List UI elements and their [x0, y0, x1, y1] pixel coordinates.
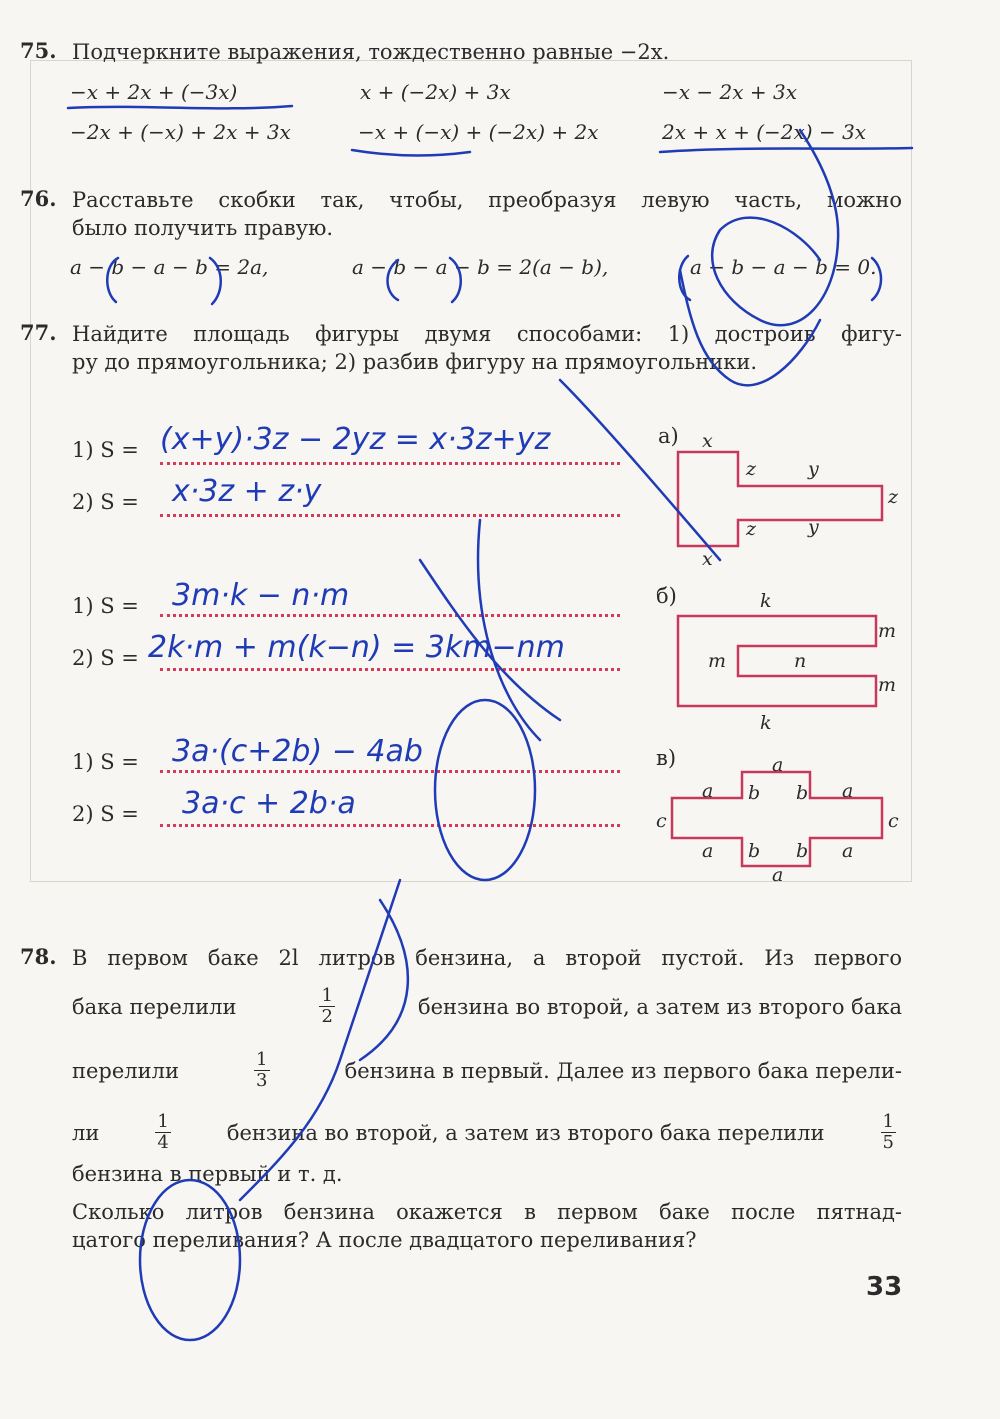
fig-c-b-top-left: b	[748, 782, 761, 804]
problem-76-line2: было получить правую.	[72, 216, 334, 240]
figure-b-label: б)	[656, 584, 677, 608]
area-b-row1-label: 1) S =	[72, 594, 139, 618]
fig-a-y-bottom: y	[808, 516, 819, 538]
problem-77-number: 77.	[20, 320, 57, 345]
line3-start: перелили	[72, 1058, 179, 1083]
line4-start: ли	[72, 1120, 100, 1145]
area-a-row2-label: 2) S =	[72, 490, 139, 514]
bracket-2-close	[450, 258, 461, 302]
problem-78-number: 78.	[20, 944, 57, 969]
figure-a-label: а)	[658, 424, 679, 448]
circle-mark-2	[140, 1180, 240, 1340]
problem-78-line7: цатого переливания? А после двадцатого переливания?	[72, 1228, 697, 1252]
underline-expr-6	[660, 148, 912, 152]
circle-mark-1	[435, 700, 535, 880]
check-stroke-2	[680, 270, 820, 385]
scribble-long-2	[420, 560, 560, 720]
expr-3: −x − 2x + 3x	[662, 80, 797, 104]
area-a-row2-answer: x·3z + z·y	[172, 474, 322, 509]
fig-c-a-top-left: a	[702, 780, 714, 802]
line3-end: бензина в первый. Далее из первого бака перели-	[344, 1058, 902, 1083]
cursive-trail	[240, 880, 400, 1200]
fig-b-k-top: k	[760, 590, 772, 612]
expr-6: 2x + x + (−2x) − 3x	[662, 120, 867, 144]
equation-1: a − b − a − b = 2a,	[70, 255, 269, 279]
equation-3: a − b − a − b = 0.	[690, 255, 877, 279]
bracket-3-close	[872, 258, 881, 300]
problem-78-line1: В первом баке 2l литров бензина, а второй пустой. Из первого	[72, 946, 902, 970]
problem-77-line1: Найдите площадь фигуры двумя способами: 1) достроив фигу-	[72, 322, 902, 346]
fraction-third: $\frac{1}{3}$	[256, 1049, 268, 1091]
fig-a-y-top: y	[808, 458, 819, 480]
area-a-row1-answer: (x+y)·3z − 2yz = x·3z+yz	[160, 422, 551, 457]
expr-2: x + (−2x) + 3x	[360, 80, 511, 104]
problem-76-number: 76.	[20, 186, 57, 211]
fig-c-a-top: a	[772, 754, 784, 776]
page-number: 33	[866, 1272, 903, 1302]
fig-c-a-bottom: a	[772, 864, 784, 886]
fig-c-a-bottom-right: a	[842, 840, 854, 862]
check-stroke-1	[712, 130, 838, 325]
equation-2: a − b − a − b = 2(a − b),	[352, 255, 609, 279]
underline-expr-1	[68, 106, 292, 108]
fig-c-b-bottom-right: b	[796, 840, 809, 862]
scribble-long-3	[478, 520, 540, 740]
underline-expr-5	[352, 150, 470, 156]
fig-b-n: n	[794, 650, 807, 672]
fig-c-b-top-right: b	[796, 782, 809, 804]
fig-a-x-top: x	[702, 430, 713, 452]
fraction-half: $\frac{1}{2}$	[321, 985, 333, 1027]
fig-b-k-bottom: k	[760, 712, 772, 734]
fig-a-z-bottom: z	[746, 518, 757, 540]
figure-c-label: в)	[656, 746, 677, 770]
bracket-1-close	[210, 258, 221, 304]
fig-c-c-right: c	[888, 810, 899, 832]
area-c-row1-answer: 3a·(c+2b) − 4ab	[172, 734, 423, 769]
expr-5: −x + (−x) + (−2x) + 2x	[358, 120, 599, 144]
fig-c-a-bottom-left: a	[702, 840, 714, 862]
problem-78-line6: Сколько литров бензина окажется в первом баке после пятнад-	[72, 1200, 902, 1224]
problem-75-text: Подчеркните выражения, тождественно равные −2x.	[72, 40, 670, 64]
fig-c-b-bottom-left: b	[748, 840, 761, 862]
fig-a-z-top: z	[746, 458, 757, 480]
bracket-1-open	[107, 258, 118, 302]
fig-a-x-bottom: x	[702, 548, 713, 570]
area-c-row1-label: 1) S =	[72, 750, 139, 774]
line4-middle: бензина во второй, а затем из второго бака перелили	[226, 1120, 825, 1145]
problem-77-line2: ру до прямоугольника; 2) разбив фигуру на прямоугольники.	[72, 350, 758, 374]
area-b-row2-label: 2) S =	[72, 646, 139, 670]
line2-end: бензина во второй, а затем из второго бака	[417, 994, 902, 1019]
bracket-2-open	[388, 260, 399, 300]
line2-start: бака перелили	[72, 994, 237, 1019]
scribble-long-1	[560, 380, 720, 560]
area-c-row2-label: 2) S =	[72, 802, 139, 826]
area-b-row1-answer: 3m·k − n·m	[172, 578, 350, 613]
fig-a-z-right: z	[888, 486, 899, 508]
problem-75-number: 75.	[20, 38, 57, 63]
expr-4: −2x + (−x) + 2x + 3x	[70, 120, 291, 144]
problem-76-line1: Расставьте скобки так, чтобы, преобразуя левую часть, можно	[72, 188, 902, 212]
area-a-row1-label: 1) S =	[72, 438, 139, 462]
problem-78-line5: бензина в первый и т. д.	[72, 1162, 343, 1186]
area-b-row2-answer: 2k·m + m(k−n) = 3km−nm	[148, 630, 565, 665]
expr-1: −x + 2x + (−3x)	[70, 80, 238, 104]
fraction-fifth: $\frac{1}{5}$	[882, 1111, 894, 1153]
fig-c-c-left: c	[656, 810, 667, 832]
fig-b-m-right-bottom: m	[878, 674, 897, 696]
fig-b-m-right-top: m	[878, 620, 897, 642]
fig-b-m-left: m	[708, 650, 727, 672]
fig-c-a-top-right: a	[842, 780, 854, 802]
fraction-quarter: $\frac{1}{4}$	[157, 1111, 169, 1153]
area-c-row2-answer: 3a·c + 2b·a	[182, 786, 356, 821]
